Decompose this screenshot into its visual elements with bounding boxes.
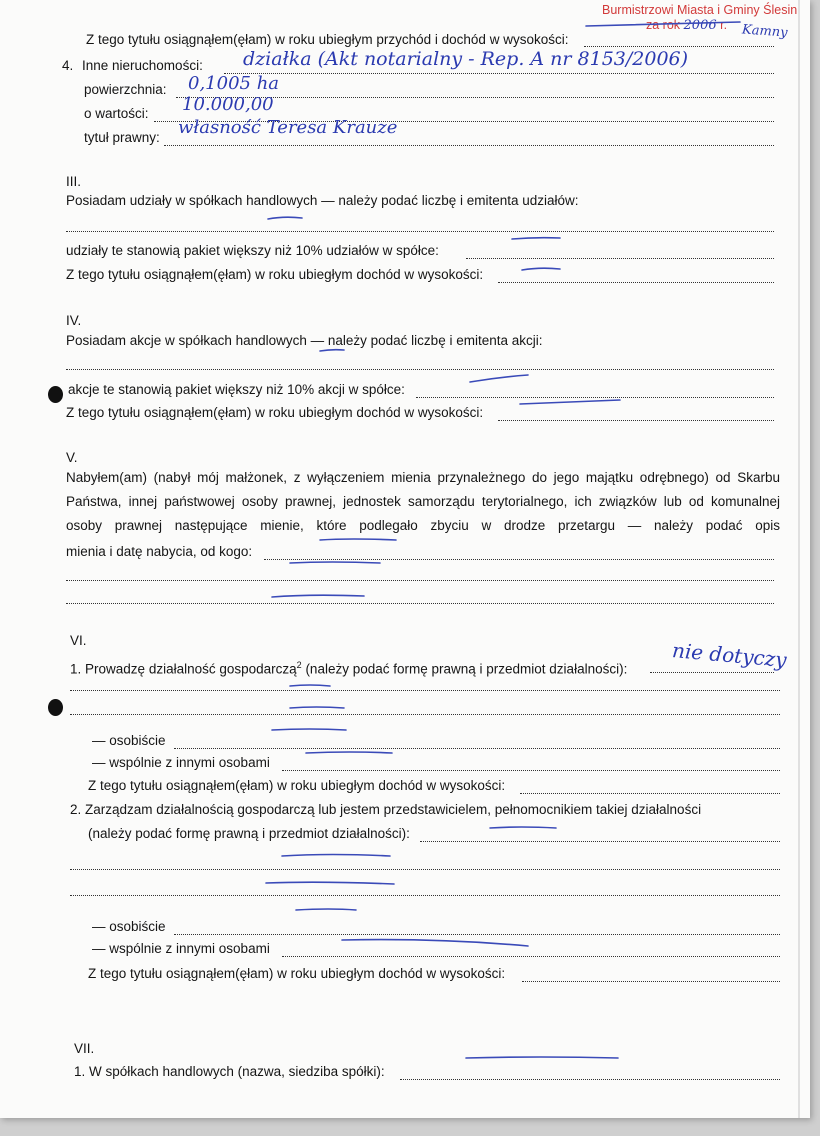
pen-stroke <box>522 268 560 270</box>
vi-income-line: Z tego tytułu osiągnąłem(ęłam) w roku ubiegłym dochód w wysokości: <box>88 778 506 793</box>
item1-number: 1. <box>70 661 82 677</box>
item1-footnote: 2 <box>296 660 302 670</box>
pen-stroke <box>520 400 620 404</box>
section-v-para-line4: mienia i datę nabycia, od kogo: <box>66 544 253 559</box>
area-handwritten: 0,1005 ha <box>188 73 280 94</box>
year-value: 2006 <box>683 18 717 33</box>
pen-stroke <box>512 238 560 239</box>
section-iv-line1: Posiadam akcje w spółkach handlowych — należy podać liczbę i emitenta akcji: <box>66 333 543 348</box>
property-income-line: Z tego tytułu osiągnąłem(ęłam) w roku ubiegłym przychód i dochód w wysokości: <box>86 32 569 47</box>
section-v-para-line3: osoby prawnej następujące mienie, które podlegało zbyciu w drodze przetargu — należy podać opis <box>66 518 780 533</box>
item1-handwritten: nie dotyczy <box>671 638 788 672</box>
title-label: tytuł prawny: <box>84 130 160 145</box>
pen-stroke <box>266 882 394 884</box>
year-prefix: za rok <box>646 18 681 32</box>
section-vii-heading: VII. <box>74 1041 95 1056</box>
section-vi-item2-line2: (należy podać formę prawną i przedmiot działalności): <box>88 826 410 841</box>
area-label: powierzchnia: <box>84 82 167 97</box>
jointly2-line: — wspólnie z innymi osobami <box>92 941 270 956</box>
pen-stroke <box>290 562 380 563</box>
item2-number: 2. <box>70 802 82 817</box>
personally-line: — osobiście <box>92 733 166 748</box>
pen-stroke <box>320 350 344 351</box>
section-iii-heading: III. <box>66 174 82 189</box>
item4-handwritten: działka (Akt notarialny - Rep. A nr 8153/2006) <box>243 48 689 70</box>
section-iii-line2: udziały te stanowią pakiet większy niż 10% udziałów w spółce: <box>66 243 439 258</box>
section-v-para-line2: Państwa, innej państwowej osoby prawnej, jednostek samorządu terytorialnego, ich związków lub od komunalnej <box>66 494 780 509</box>
pen-stroke <box>586 22 740 26</box>
pen-stroke <box>268 217 302 219</box>
pen-stroke <box>470 375 528 382</box>
title-handwritten: własność Teresa Krauze <box>178 117 398 138</box>
pen-stroke <box>306 752 392 753</box>
section-v-para-line1: Nabyłem(am) (nabył mój małżonek, z wyłączeniem mienia przynależnego do jego majątku odrębnego) od Skarbu <box>66 470 780 485</box>
margin-note: Kamny <box>741 22 788 41</box>
section-iv-heading: IV. <box>66 313 82 328</box>
item1-text: Prowadzę działalność gospodarczą <box>85 661 297 677</box>
pen-stroke <box>466 1057 618 1058</box>
section-iv-line2: akcje te stanowią pakiet większy niż 10% akcji w spółce: <box>68 382 405 397</box>
pen-stroke <box>290 707 344 708</box>
pen-stroke <box>272 595 364 597</box>
section-iii-line1: Posiadam udziały w spółkach handlowych — należy podać liczbę i emitenta udziałów: <box>66 193 579 208</box>
personally2-line: — osobiście <box>92 919 166 934</box>
page-edge <box>798 0 800 1118</box>
pen-stroke <box>342 940 528 946</box>
vi-income2-line: Z tego tytułu osiągnąłem(ęłam) w roku ubiegłym dochód w wysokości: <box>88 966 506 981</box>
year-suffix: r. <box>720 18 728 32</box>
item2-text: Zarządzam działalnością gospodarczą lub jestem przedstawicielem, pełnomocnikiem takiej działalności <box>85 802 702 817</box>
office-stamp: Burmistrzowi Miasta i Gminy Ślesin <box>602 3 798 17</box>
section-iii-line3: Z tego tytułu osiągnąłem(ęłam) w roku ubiegłym dochód w wysokości: <box>66 267 484 282</box>
section-vi-heading: VI. <box>70 633 87 648</box>
pen-stroke <box>320 539 396 540</box>
item4-label: Inne nieruchomości: <box>82 58 203 73</box>
value-handwritten: 10.000,00 <box>182 94 274 115</box>
item1-tail: (należy podać formę prawną i przedmiot działalności): <box>305 661 628 677</box>
pen-stroke <box>296 909 356 910</box>
section-iv-line3: Z tego tytułu osiągnąłem(ęłam) w roku ubiegłym dochód w wysokości: <box>66 405 484 420</box>
value-label: o wartości: <box>84 106 149 121</box>
pen-stroke <box>290 685 330 686</box>
pen-stroke <box>282 855 390 857</box>
pen-stroke <box>272 729 346 730</box>
section-vii-item1: 1. W spółkach handlowych (nazwa, siedziba spółki): <box>74 1064 385 1079</box>
pen-stroke <box>490 827 556 828</box>
item4-number: 4. <box>62 58 74 73</box>
jointly-line: — wspólnie z innymi osobami <box>92 755 270 770</box>
section-v-heading: V. <box>66 450 78 465</box>
